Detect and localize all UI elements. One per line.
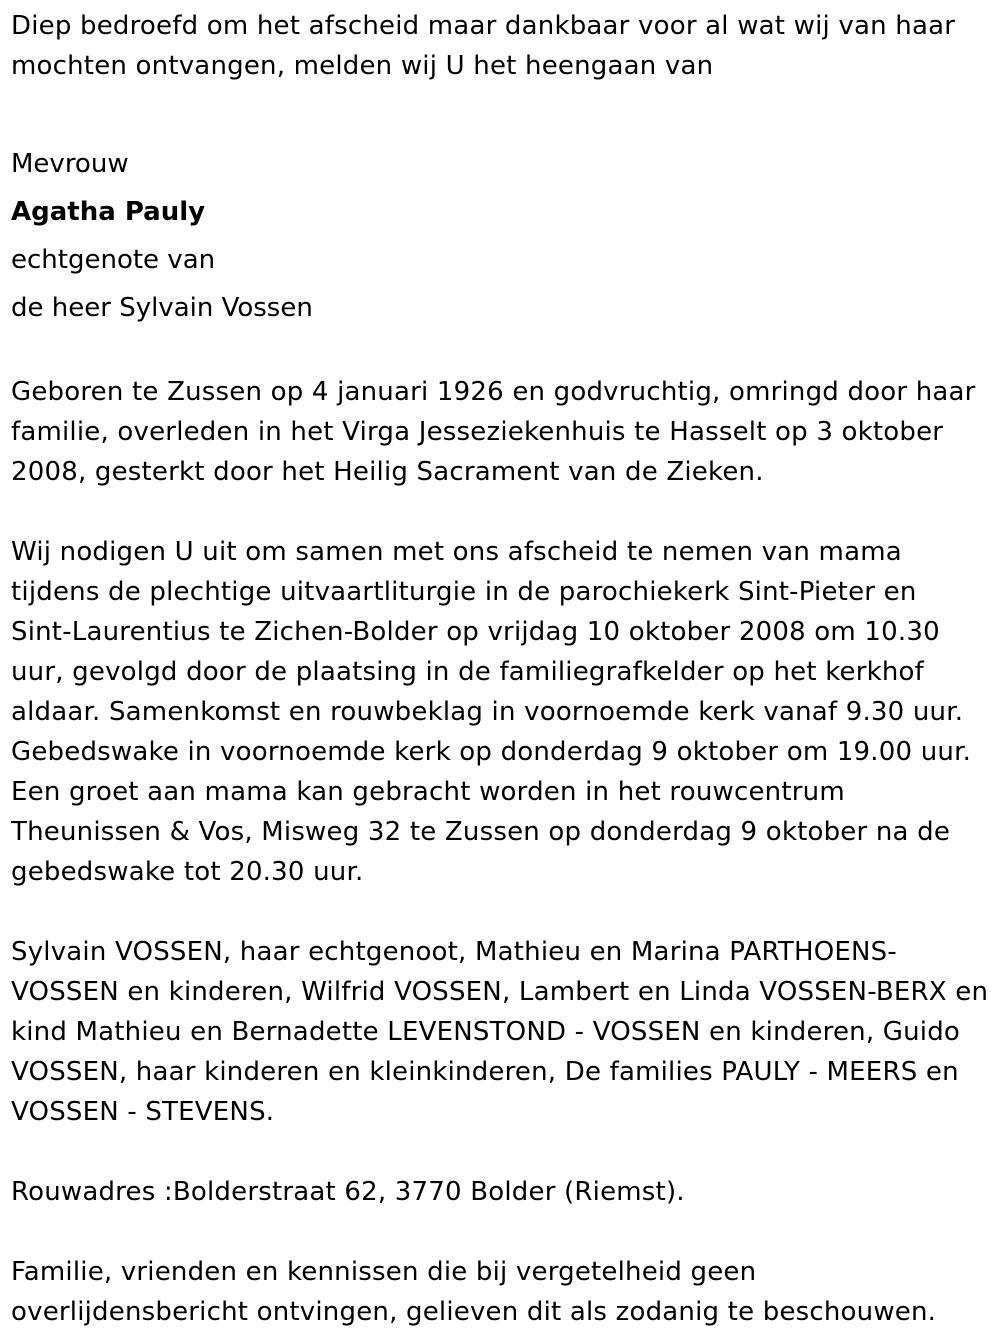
spacer — [11, 892, 991, 932]
family-line: VOSSEN, haar kinderen en kleinkinderen, De families PAULY - MEERS en — [11, 1057, 959, 1087]
family-line: VOSSEN en kinderen, Wilfrid VOSSEN, Lambert en Linda VOSSEN-BERX en — [11, 977, 989, 1007]
family-line: Sylvain VOSSEN, haar echtgenoot, Mathieu en Marina PARTHOENS- — [11, 937, 897, 967]
ceremony-paragraph — [11, 532, 991, 892]
ceremony-line: gebedswake tot 20.30 uur. — [11, 857, 364, 887]
birth-death-line: 2008, gesterkt door het Heilig Sacrament van de Zieken. — [11, 457, 764, 487]
ceremony-line: Sint-Laurentius te Zichen-Bolder op vrijdag 10 oktober 2008 om 10.30 — [11, 617, 940, 647]
deceased-title: Mevrouw — [11, 149, 129, 179]
closing-paragraph — [11, 1252, 991, 1332]
obituary-document — [11, 6, 991, 1332]
address-paragraph — [11, 1172, 991, 1212]
birth-death-line: familie, overleden in het Virga Jesseziekenhuis te Hasselt op 3 oktober — [11, 417, 944, 447]
ceremony-line: Gebedswake in voornoemde kerk op donderdag 9 oktober om 19.00 uur. — [11, 737, 972, 767]
ceremony-line: Wij nodigen U uit om samen met ons afscheid te nemen van mama — [11, 537, 902, 567]
spacer — [11, 1132, 991, 1172]
ceremony-line: uur, gevolgd door de plaatsing in de familiegrafkelder op het kerkhof — [11, 657, 925, 687]
spacer — [11, 492, 991, 532]
spacer — [11, 346, 991, 372]
intro-line: Diep bedroefd om het afscheid maar dankbaar voor al wat wij van haar — [11, 11, 956, 41]
ceremony-line: aldaar. Samenkomst en rouwbeklag in voornoemde kerk vanaf 9.30 uur. — [11, 697, 964, 727]
intro-line: mochten ontvangen, melden wij U het heengaan van — [11, 51, 714, 81]
address-line: Rouwadres :Bolderstraat 62, 3770 Bolder (Riemst). — [11, 1177, 685, 1207]
closing-line: overlijdensbericht ontvingen, gelieven dit als zodanig te beschouwen. — [11, 1297, 937, 1327]
closing-line: Familie, vrienden en kennissen die bij vergetelheid geen — [11, 1257, 757, 1287]
family-paragraph — [11, 932, 991, 1132]
deceased-name: Agatha Pauly — [11, 197, 206, 227]
deceased-block — [11, 140, 991, 332]
birth-death-line: Geboren te Zussen op 4 januari 1926 en godvruchtig, omringd door haar — [11, 377, 976, 407]
deceased-spouse: de heer Sylvain Vossen — [11, 293, 313, 323]
ceremony-line: Theunissen & Vos, Misweg 32 te Zussen op donderdag 9 oktober na de — [11, 817, 951, 847]
ceremony-line: tijdens de plechtige uitvaartliturgie in de parochiekerk Sint-Pieter en — [11, 577, 917, 607]
ceremony-line: Een groet aan mama kan gebracht worden in het rouwcentrum — [11, 777, 845, 807]
spacer — [11, 1212, 991, 1252]
intro-paragraph — [11, 6, 991, 86]
family-line: kind Mathieu en Bernadette LEVENSTOND - VOSSEN en kinderen, Guido — [11, 1017, 961, 1047]
birth-death-paragraph — [11, 372, 991, 492]
spacer — [11, 86, 991, 126]
family-line: VOSSEN - STEVENS. — [11, 1097, 275, 1127]
deceased-relation: echtgenote van — [11, 245, 216, 275]
